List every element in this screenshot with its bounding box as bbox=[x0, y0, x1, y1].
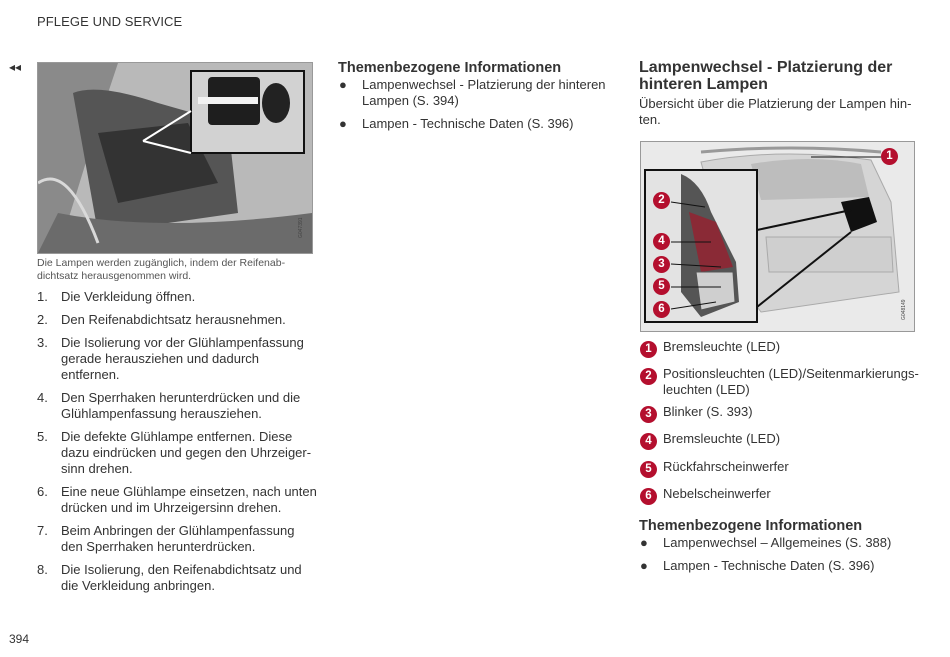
related-link[interactable]: ● Lampenwechsel – Allgemeines (S. 388) bbox=[640, 535, 892, 550]
related-info-heading: Themenbezogene Informationen bbox=[338, 60, 562, 76]
section-subtitle: Übersicht über die Platzierung der Lampen hin-ten. bbox=[639, 96, 912, 127]
related-link[interactable]: ● Lampen - Technische Daten (S. 396) bbox=[640, 558, 875, 573]
list-item: 3. Die Isolierung vor der Glühlampenfassung gerade herausziehen und dadurch entfernen. bbox=[37, 335, 304, 382]
callout-badge: 4 bbox=[653, 233, 670, 250]
figure-code: G047391 bbox=[298, 217, 304, 238]
list-item: 5. Die defekte Glühlampe entfernen. Diese dazu eindrücken und gegen den Uhrzeiger-sinn drehen. bbox=[37, 429, 312, 476]
page-number: 394 bbox=[9, 632, 30, 646]
callout-badge: 6 bbox=[653, 301, 670, 318]
legend-item: 5 Rückfahrscheinwerfer bbox=[639, 459, 919, 486]
back-arrows-icon[interactable]: ◂◂ bbox=[9, 60, 22, 74]
callout-badge: 2 bbox=[653, 192, 670, 209]
list-item: 8. Die Isolierung, den Reifenabdichtsatz und die Verkleidung anbringen. bbox=[37, 562, 302, 593]
rear-lamps-drawing bbox=[641, 142, 914, 331]
rear-lamps-illustration bbox=[640, 141, 915, 332]
related-info-heading: Themenbezogene Informationen bbox=[639, 518, 863, 534]
legend-item: 4 Bremsleuchte (LED) bbox=[639, 431, 919, 459]
steps-list bbox=[37, 289, 317, 601]
related-links bbox=[639, 535, 919, 581]
list-item: 2. Den Reifenabdichtsatz herausnehmen. bbox=[37, 312, 286, 327]
legend-item: 1 Bremsleuchte (LED) bbox=[639, 339, 919, 366]
related-links bbox=[338, 77, 608, 139]
lamp-legend bbox=[639, 339, 919, 513]
related-link[interactable]: ● Lampen - Technische Daten (S. 396) bbox=[339, 116, 574, 131]
related-link[interactable]: ● Lampenwechsel - Platzierung der hinteren Lampen (S. 394) bbox=[339, 77, 606, 108]
legend-item: 2 Positionsleuchten (LED)/Seitenmarkierungs-leuchten (LED) bbox=[639, 366, 919, 404]
legend-item: 6 Nebelscheinwerfer bbox=[639, 486, 919, 513]
list-item: 7. Beim Anbringen der Glühlampenfassung den Sperrhaken herunterdrücken. bbox=[37, 523, 295, 554]
callout-badge: 5 bbox=[653, 278, 670, 295]
callout-badge: 3 bbox=[653, 256, 670, 273]
callout-badge: 1 bbox=[881, 148, 898, 165]
section-header: PFLEGE UND SERVICE bbox=[37, 14, 183, 29]
figure-caption: Die Lampen werden zugänglich, indem der Reifenab-dichtsatz herausgenommen wird. bbox=[37, 257, 286, 282]
list-item: 1. Die Verkleidung öffnen. bbox=[37, 289, 196, 304]
trunk-drawing bbox=[38, 63, 312, 253]
figure-code: G048149 bbox=[901, 299, 907, 320]
list-item: 6. Eine neue Glühlampe einsetzen, nach unten drücken und im Uhrzeigersinn drehen. bbox=[37, 484, 317, 515]
trunk-illustration bbox=[37, 62, 313, 254]
list-item: 4. Den Sperrhaken herunterdrücken und die Glühlampenfassung herausziehen. bbox=[37, 390, 301, 421]
section-title: Lampenwechsel - Platzierung der hinteren Lampen bbox=[639, 59, 893, 93]
legend-item: 3 Blinker (S. 393) bbox=[639, 404, 919, 431]
